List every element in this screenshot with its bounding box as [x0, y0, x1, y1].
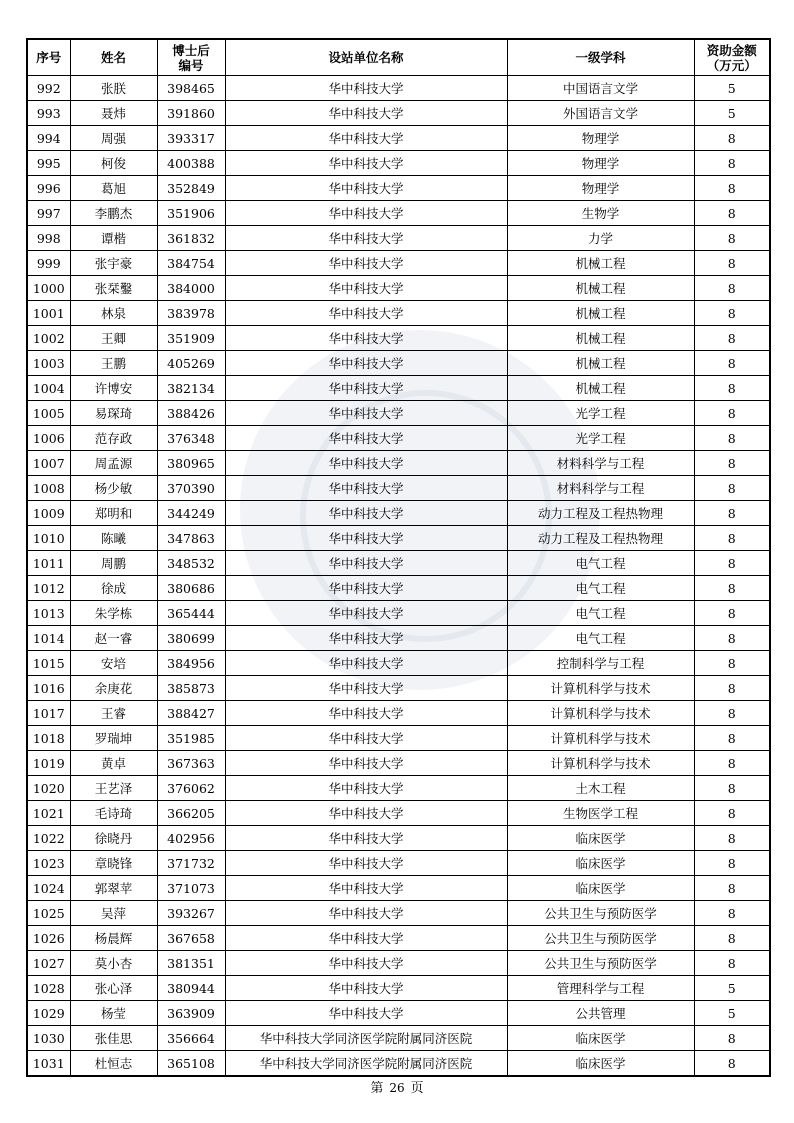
table-body	[27, 76, 770, 1077]
cell-subject: 计算机科学与技术	[507, 676, 694, 701]
cell-postdoc-id: 381351	[157, 951, 225, 976]
table-row	[27, 1001, 770, 1026]
cell-name: 郭翠苹	[70, 876, 157, 901]
cell-postdoc-id: 348532	[157, 551, 225, 576]
cell-seq: 1005	[27, 401, 70, 426]
cell-unit: 华中科技大学	[225, 576, 507, 601]
cell-name: 陈曦	[70, 526, 157, 551]
cell-postdoc-id: 371073	[157, 876, 225, 901]
table-row	[27, 401, 770, 426]
cell-postdoc-id: 365444	[157, 601, 225, 626]
cell-seq: 1027	[27, 951, 70, 976]
cell-seq: 1015	[27, 651, 70, 676]
cell-unit: 华中科技大学	[225, 601, 507, 626]
table-row	[27, 726, 770, 751]
cell-postdoc-id: 393317	[157, 126, 225, 151]
cell-postdoc-id: 367658	[157, 926, 225, 951]
cell-name: 杨少敏	[70, 476, 157, 501]
cell-amount: 8	[694, 326, 770, 351]
cell-subject: 物理学	[507, 151, 694, 176]
cell-postdoc-id: 380944	[157, 976, 225, 1001]
cell-unit: 华中科技大学	[225, 251, 507, 276]
cell-subject: 计算机科学与技术	[507, 726, 694, 751]
cell-amount: 8	[694, 726, 770, 751]
cell-name: 林泉	[70, 301, 157, 326]
cell-seq: 1022	[27, 826, 70, 851]
cell-amount: 8	[694, 476, 770, 501]
cell-postdoc-id: 363909	[157, 1001, 225, 1026]
header-amount	[694, 39, 770, 76]
cell-name: 柯俊	[70, 151, 157, 176]
cell-subject: 外国语言文学	[507, 101, 694, 126]
cell-name: 张朕	[70, 76, 157, 101]
cell-unit: 华中科技大学	[225, 701, 507, 726]
cell-postdoc-id: 385873	[157, 676, 225, 701]
table-row	[27, 501, 770, 526]
cell-unit: 华中科技大学	[225, 876, 507, 901]
cell-subject: 物理学	[507, 176, 694, 201]
cell-subject: 力学	[507, 226, 694, 251]
table-row	[27, 301, 770, 326]
cell-subject: 临床医学	[507, 1026, 694, 1051]
cell-seq: 1006	[27, 426, 70, 451]
cell-name: 杨莹	[70, 1001, 157, 1026]
cell-seq: 997	[27, 201, 70, 226]
cell-seq: 995	[27, 151, 70, 176]
cell-amount: 8	[694, 176, 770, 201]
cell-subject: 电气工程	[507, 626, 694, 651]
cell-name: 徐晓丹	[70, 826, 157, 851]
table-row	[27, 801, 770, 826]
cell-name: 章晓锋	[70, 851, 157, 876]
cell-seq: 1029	[27, 1001, 70, 1026]
cell-amount: 5	[694, 1001, 770, 1026]
cell-subject: 公共管理	[507, 1001, 694, 1026]
table-row	[27, 151, 770, 176]
cell-subject: 临床医学	[507, 1051, 694, 1077]
cell-seq: 1010	[27, 526, 70, 551]
cell-amount: 8	[694, 276, 770, 301]
cell-unit: 华中科技大学	[225, 676, 507, 701]
cell-subject: 机械工程	[507, 301, 694, 326]
funding-table	[26, 38, 771, 1077]
cell-postdoc-id: 351909	[157, 326, 225, 351]
cell-subject: 生物医学工程	[507, 801, 694, 826]
cell-amount: 8	[694, 576, 770, 601]
cell-name: 易琛琦	[70, 401, 157, 426]
cell-unit: 华中科技大学	[225, 976, 507, 1001]
cell-subject: 管理科学与工程	[507, 976, 694, 1001]
cell-postdoc-id: 391860	[157, 101, 225, 126]
table-row	[27, 901, 770, 926]
cell-subject: 电气工程	[507, 576, 694, 601]
cell-amount: 8	[694, 151, 770, 176]
table-row	[27, 776, 770, 801]
cell-subject: 机械工程	[507, 276, 694, 301]
cell-name: 王睿	[70, 701, 157, 726]
cell-unit: 华中科技大学	[225, 751, 507, 776]
cell-seq: 1017	[27, 701, 70, 726]
cell-seq: 999	[27, 251, 70, 276]
cell-seq: 1009	[27, 501, 70, 526]
cell-amount: 8	[694, 1051, 770, 1077]
cell-unit: 华中科技大学	[225, 126, 507, 151]
cell-subject: 电气工程	[507, 601, 694, 626]
cell-seq: 1024	[27, 876, 70, 901]
cell-name: 王鹏	[70, 351, 157, 376]
cell-unit: 华中科技大学	[225, 76, 507, 101]
cell-seq: 1020	[27, 776, 70, 801]
cell-name: 王艺泽	[70, 776, 157, 801]
cell-name: 周强	[70, 126, 157, 151]
cell-unit: 华中科技大学	[225, 351, 507, 376]
header-unit: 设站单位名称	[225, 39, 507, 76]
cell-subject: 计算机科学与技术	[507, 701, 694, 726]
cell-postdoc-id: 351985	[157, 726, 225, 751]
cell-subject: 光学工程	[507, 401, 694, 426]
cell-unit: 华中科技大学	[225, 326, 507, 351]
cell-unit: 华中科技大学	[225, 801, 507, 826]
cell-name: 杜恒志	[70, 1051, 157, 1077]
cell-amount: 8	[694, 801, 770, 826]
cell-name: 杨晨辉	[70, 926, 157, 951]
cell-unit: 华中科技大学	[225, 526, 507, 551]
header-postdoc-id-line2: 编号	[178, 57, 204, 73]
table-row	[27, 951, 770, 976]
cell-subject: 材料科学与工程	[507, 451, 694, 476]
cell-seq: 1000	[27, 276, 70, 301]
cell-unit: 华中科技大学	[225, 651, 507, 676]
header-seq: 序号	[27, 39, 70, 76]
cell-unit: 华中科技大学	[225, 1001, 507, 1026]
cell-unit: 华中科技大学	[225, 276, 507, 301]
page-suffix: 页	[410, 1081, 424, 1096]
cell-amount: 5	[694, 101, 770, 126]
cell-seq: 1026	[27, 926, 70, 951]
cell-amount: 8	[694, 351, 770, 376]
page-footer	[0, 1077, 794, 1096]
cell-postdoc-id: 383978	[157, 301, 225, 326]
table-row	[27, 376, 770, 401]
cell-name: 谭楷	[70, 226, 157, 251]
cell-postdoc-id: 356664	[157, 1026, 225, 1051]
cell-subject: 机械工程	[507, 251, 694, 276]
cell-amount: 8	[694, 401, 770, 426]
cell-postdoc-id: 376348	[157, 426, 225, 451]
cell-amount: 8	[694, 251, 770, 276]
cell-seq: 1004	[27, 376, 70, 401]
cell-seq: 1028	[27, 976, 70, 1001]
cell-postdoc-id: 344249	[157, 501, 225, 526]
table-row	[27, 176, 770, 201]
cell-seq: 996	[27, 176, 70, 201]
cell-name: 吴萍	[70, 901, 157, 926]
table-row	[27, 1026, 770, 1051]
table-row	[27, 626, 770, 651]
cell-postdoc-id: 384000	[157, 276, 225, 301]
table-row	[27, 351, 770, 376]
cell-subject: 机械工程	[507, 326, 694, 351]
cell-seq: 1025	[27, 901, 70, 926]
header-postdoc-id-line1: 博士后	[172, 42, 210, 58]
table-header-row	[27, 39, 770, 76]
table-row	[27, 1051, 770, 1077]
cell-postdoc-id: 371732	[157, 851, 225, 876]
cell-postdoc-id: 382134	[157, 376, 225, 401]
table-row	[27, 101, 770, 126]
cell-name: 赵一睿	[70, 626, 157, 651]
cell-postdoc-id: 380699	[157, 626, 225, 651]
cell-subject: 物理学	[507, 126, 694, 151]
cell-seq: 1021	[27, 801, 70, 826]
cell-subject: 土木工程	[507, 776, 694, 801]
cell-unit: 华中科技大学	[225, 776, 507, 801]
cell-seq: 1030	[27, 1026, 70, 1051]
cell-name: 张宇豪	[70, 251, 157, 276]
table-row	[27, 451, 770, 476]
cell-postdoc-id: 361832	[157, 226, 225, 251]
cell-subject: 计算机科学与技术	[507, 751, 694, 776]
cell-subject: 动力工程及工程热物理	[507, 501, 694, 526]
table-row	[27, 76, 770, 101]
cell-amount: 8	[694, 751, 770, 776]
cell-unit: 华中科技大学	[225, 376, 507, 401]
cell-amount: 8	[694, 826, 770, 851]
table-row	[27, 676, 770, 701]
cell-unit: 华中科技大学	[225, 901, 507, 926]
cell-seq: 1003	[27, 351, 70, 376]
cell-seq: 1012	[27, 576, 70, 601]
cell-postdoc-id: 398465	[157, 76, 225, 101]
cell-seq: 998	[27, 226, 70, 251]
cell-seq: 1018	[27, 726, 70, 751]
cell-postdoc-id: 388427	[157, 701, 225, 726]
cell-name: 郑明和	[70, 501, 157, 526]
cell-subject: 机械工程	[507, 351, 694, 376]
cell-seq: 1016	[27, 676, 70, 701]
cell-subject: 临床医学	[507, 876, 694, 901]
cell-postdoc-id: 380965	[157, 451, 225, 476]
cell-amount: 8	[694, 426, 770, 451]
table-row	[27, 701, 770, 726]
cell-amount: 8	[694, 526, 770, 551]
cell-amount: 8	[694, 901, 770, 926]
cell-postdoc-id: 352849	[157, 176, 225, 201]
cell-amount: 8	[694, 701, 770, 726]
cell-amount: 8	[694, 501, 770, 526]
cell-name: 张心泽	[70, 976, 157, 1001]
cell-name: 安培	[70, 651, 157, 676]
table-row	[27, 326, 770, 351]
cell-subject: 电气工程	[507, 551, 694, 576]
cell-amount: 8	[694, 601, 770, 626]
cell-name: 周鹏	[70, 551, 157, 576]
table-row	[27, 851, 770, 876]
header-amount-line1: 资助金额	[706, 42, 757, 58]
cell-subject: 动力工程及工程热物理	[507, 526, 694, 551]
cell-postdoc-id: 384754	[157, 251, 225, 276]
cell-amount: 8	[694, 451, 770, 476]
table-row	[27, 976, 770, 1001]
cell-unit: 华中科技大学	[225, 501, 507, 526]
cell-name: 许博安	[70, 376, 157, 401]
cell-postdoc-id: 393267	[157, 901, 225, 926]
cell-amount: 8	[694, 376, 770, 401]
cell-unit: 华中科技大学	[225, 401, 507, 426]
cell-seq: 1002	[27, 326, 70, 351]
cell-amount: 8	[694, 301, 770, 326]
cell-postdoc-id: 380686	[157, 576, 225, 601]
page-prefix: 第	[370, 1081, 384, 1096]
cell-seq: 1011	[27, 551, 70, 576]
cell-unit: 华中科技大学同济医学院附属同济医院	[225, 1051, 507, 1077]
cell-amount: 8	[694, 926, 770, 951]
header-subject: 一级学科	[507, 39, 694, 76]
cell-subject: 材料科学与工程	[507, 476, 694, 501]
cell-seq: 1019	[27, 751, 70, 776]
cell-name: 范存政	[70, 426, 157, 451]
cell-seq: 1008	[27, 476, 70, 501]
cell-amount: 8	[694, 551, 770, 576]
header-amount-line2: （万元）	[706, 57, 757, 73]
cell-seq: 1023	[27, 851, 70, 876]
cell-amount: 8	[694, 851, 770, 876]
cell-subject: 中国语言文学	[507, 76, 694, 101]
cell-amount: 8	[694, 201, 770, 226]
cell-subject: 公共卫生与预防医学	[507, 901, 694, 926]
cell-seq: 1001	[27, 301, 70, 326]
table-row	[27, 876, 770, 901]
cell-unit: 华中科技大学	[225, 451, 507, 476]
cell-postdoc-id: 384956	[157, 651, 225, 676]
table-row	[27, 276, 770, 301]
cell-postdoc-id: 370390	[157, 476, 225, 501]
cell-amount: 8	[694, 626, 770, 651]
cell-unit: 华中科技大学	[225, 926, 507, 951]
cell-seq: 992	[27, 76, 70, 101]
cell-subject: 生物学	[507, 201, 694, 226]
cell-name: 王卿	[70, 326, 157, 351]
cell-amount: 8	[694, 951, 770, 976]
cell-name: 聂炜	[70, 101, 157, 126]
header-name: 姓名	[70, 39, 157, 76]
cell-name: 黄卓	[70, 751, 157, 776]
table-row	[27, 926, 770, 951]
cell-name: 葛旭	[70, 176, 157, 201]
table-row	[27, 426, 770, 451]
cell-name: 徐成	[70, 576, 157, 601]
cell-seq: 1031	[27, 1051, 70, 1077]
table-row	[27, 576, 770, 601]
cell-seq: 1014	[27, 626, 70, 651]
cell-amount: 8	[694, 126, 770, 151]
cell-amount: 8	[694, 776, 770, 801]
cell-postdoc-id: 400388	[157, 151, 225, 176]
cell-postdoc-id: 376062	[157, 776, 225, 801]
cell-unit: 华中科技大学	[225, 826, 507, 851]
cell-postdoc-id: 405269	[157, 351, 225, 376]
cell-seq: 1013	[27, 601, 70, 626]
cell-name: 莫小杏	[70, 951, 157, 976]
table-row	[27, 601, 770, 626]
cell-name: 张栞鑿	[70, 276, 157, 301]
cell-name: 周孟源	[70, 451, 157, 476]
header-postdoc-id	[157, 39, 225, 76]
cell-seq: 994	[27, 126, 70, 151]
cell-subject: 控制科学与工程	[507, 651, 694, 676]
cell-unit: 华中科技大学	[225, 726, 507, 751]
cell-name: 余庚花	[70, 676, 157, 701]
cell-unit: 华中科技大学	[225, 476, 507, 501]
cell-subject: 公共卫生与预防医学	[507, 951, 694, 976]
cell-unit: 华中科技大学	[225, 626, 507, 651]
cell-subject: 公共卫生与预防医学	[507, 926, 694, 951]
table-row	[27, 126, 770, 151]
cell-amount: 8	[694, 876, 770, 901]
table-row	[27, 201, 770, 226]
cell-postdoc-id: 365108	[157, 1051, 225, 1077]
cell-unit: 华中科技大学	[225, 176, 507, 201]
cell-amount: 5	[694, 976, 770, 1001]
cell-unit: 华中科技大学	[225, 151, 507, 176]
table-row	[27, 226, 770, 251]
cell-amount: 5	[694, 76, 770, 101]
table-row	[27, 251, 770, 276]
table-row	[27, 826, 770, 851]
table-row	[27, 551, 770, 576]
page-number: 26	[389, 1081, 405, 1095]
cell-amount: 8	[694, 226, 770, 251]
cell-unit: 华中科技大学	[225, 551, 507, 576]
cell-unit: 华中科技大学	[225, 226, 507, 251]
cell-postdoc-id: 366205	[157, 801, 225, 826]
table-row	[27, 526, 770, 551]
cell-amount: 8	[694, 651, 770, 676]
cell-amount: 8	[694, 676, 770, 701]
cell-seq: 993	[27, 101, 70, 126]
cell-postdoc-id: 351906	[157, 201, 225, 226]
cell-unit: 华中科技大学	[225, 201, 507, 226]
table-row	[27, 751, 770, 776]
cell-postdoc-id: 402956	[157, 826, 225, 851]
table-row	[27, 651, 770, 676]
cell-unit: 华中科技大学同济医学院附属同济医院	[225, 1026, 507, 1051]
cell-seq: 1007	[27, 451, 70, 476]
cell-subject: 机械工程	[507, 376, 694, 401]
cell-amount: 8	[694, 1026, 770, 1051]
cell-subject: 临床医学	[507, 826, 694, 851]
cell-name: 李鹏杰	[70, 201, 157, 226]
table-row	[27, 476, 770, 501]
cell-name: 张佳思	[70, 1026, 157, 1051]
cell-subject: 光学工程	[507, 426, 694, 451]
cell-subject: 临床医学	[507, 851, 694, 876]
cell-postdoc-id: 367363	[157, 751, 225, 776]
cell-unit: 华中科技大学	[225, 426, 507, 451]
cell-unit: 华中科技大学	[225, 851, 507, 876]
cell-name: 朱学栋	[70, 601, 157, 626]
cell-name: 毛诗琦	[70, 801, 157, 826]
cell-postdoc-id: 347863	[157, 526, 225, 551]
cell-postdoc-id: 388426	[157, 401, 225, 426]
cell-name: 罗瑞坤	[70, 726, 157, 751]
cell-unit: 华中科技大学	[225, 101, 507, 126]
cell-unit: 华中科技大学	[225, 951, 507, 976]
cell-unit: 华中科技大学	[225, 301, 507, 326]
